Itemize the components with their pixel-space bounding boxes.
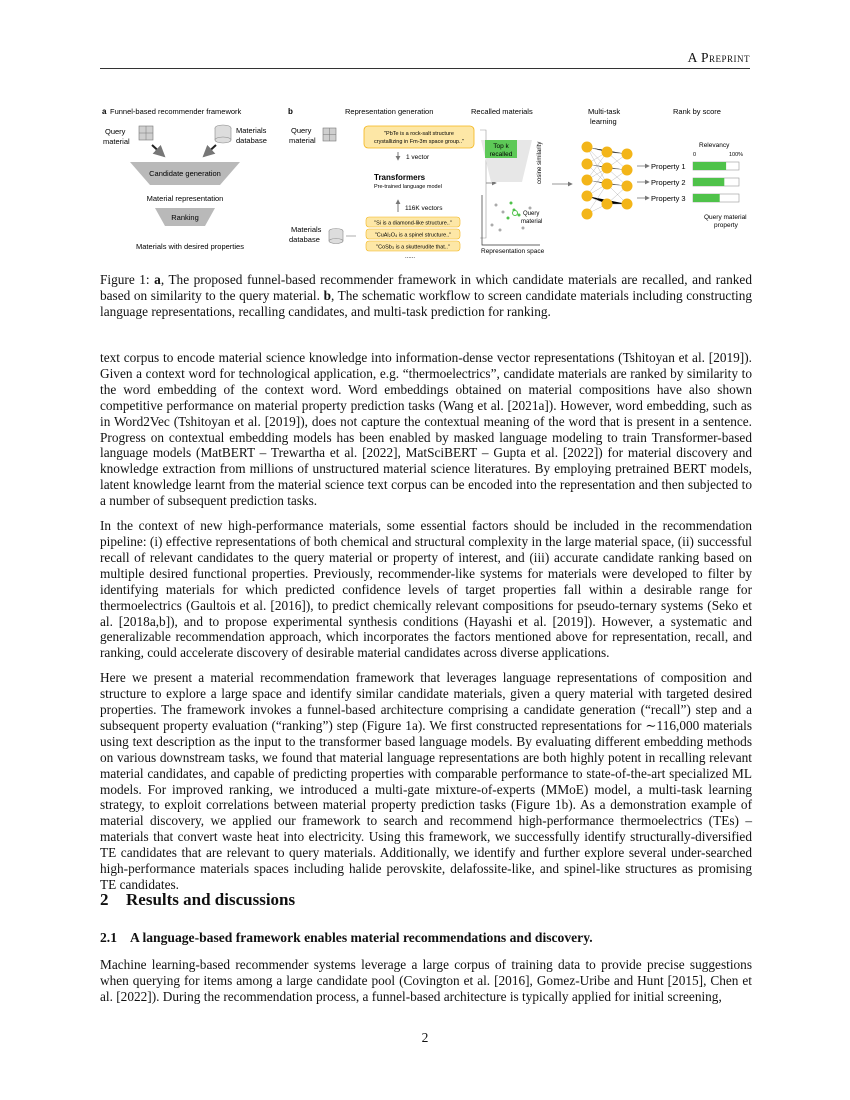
rep-space-label: Representation space (481, 248, 545, 255)
material-representation-label: Material representation (146, 194, 224, 203)
query-prop-label-1: Query material (704, 214, 747, 221)
db-text-2: "CuAl₂O₄ is a spinel structure.." (374, 232, 452, 239)
paragraph-3: Here we present a material recommendation framework that leverages language representations of composition and structure to explore a large space and identify similar candidate materials, given a query material with targeted desired properties. The framework invokes a funnel-based architecture comprising a candidate generation (“recall”) step and a subsequent property evaluation (“ranking”) step (Figure 1a). We first constructed representations for ∼116,000 materials using text description as the input to the transformer based language models. By evaluating different embedding methods on various downstream tasks, we found that material language representations are both highly potent in recalling relevant material candidates, and capable of predicting properties with comparable performance to state-of-the-art specialized ML models. For improved ranking, we introduced a multi-gate mixture-of-experts (MMoE) model, a multi-task learning strategy, to exploit correlations between material property prediction tasks (Figure 1b). As a demonstration example of material discovery, we applied our framework to search and recommend high-performance thermoelectrics (TEs) – materials that convert waste heat into electricity. Using this framework, we successfully identify structurally-diversified TE candidates that are relevant to query materials. Additionally, we identify and further explore several under-searched high-performance materials spaces including halide perovskite, delafossite-like, and spinel-like structures as promising TE candidates. (100, 670, 752, 892)
section-number: 2 (100, 890, 109, 909)
nn-nodes (582, 142, 633, 220)
relevancy-fill-2 (693, 178, 724, 186)
query-mat-label-1: Query (523, 211, 540, 217)
col-multitask-1: Multi-task (588, 107, 621, 116)
query-text-2: crystallizing in Fm-3m space group.." (374, 139, 464, 145)
subsection-number: 2.1 (100, 930, 117, 945)
relevancy-fill-3 (693, 194, 720, 202)
figure-1 (100, 100, 752, 260)
panel-b (288, 107, 747, 260)
caption-label: Figure 1: (100, 272, 150, 287)
panel-b-database-label-1: Materials (291, 225, 322, 234)
panel-a-label: a (102, 107, 107, 116)
body-text (100, 350, 752, 902)
panel-b-label: b (288, 107, 293, 116)
topk-label-2: recalled (489, 151, 513, 158)
db-ellipsis: ...... (405, 254, 416, 260)
topk-label-1: Top k (493, 143, 509, 150)
subsection-heading (100, 930, 593, 946)
database-arrow (204, 145, 216, 156)
db-text-3: "CoSb₃ is a skutterudite that.." (376, 244, 450, 251)
db-text-1: "Si is a diamond-like structure.." (374, 220, 452, 227)
panel-a-query-label-2: material (103, 137, 130, 146)
figure-1-graphic (100, 100, 752, 260)
paragraph-1: text corpus to encode material science knowledge into information-dense vector representations (Tshitoyan et al. [2019]). Given a context word for technological application, e.g. “thermoelectrics”, candidate materials are ranked by similarity to the word embedding of the context word. Word embeddings obtained on material compositions have also shown competitive performance on material property prediction tasks (Wang et al. [2021a]). However, word embedding, such as in Word2Vec (Tshitoyan et al. [2019]), does not capture the contextual meaning of the word that is present in a sentence. Progress on contextual embedding models has been enabled by masked language modeling to train Transformer-based language models (MatBERT – Trewartha et al. [2022], MatSciBERT – Gupta et al. [2022]) for material discovery and knowledge extraction from millions of unstructured material science literatures. By employing pretrained BERT models, latent knowledge learnt from the material science text corpus can be encoded into the representation and then subjected to a number of subsequent prediction tasks. (100, 350, 752, 509)
panel-b-database-label-2: database (289, 235, 320, 244)
query-mat-label-2: material (521, 219, 543, 225)
property-2-label: Property 2 (651, 178, 686, 187)
subsection-title: A language-based framework enables material recommendations and discovery. (130, 930, 593, 945)
section-title: Results and discussions (126, 890, 296, 909)
property-1-label: Property 1 (651, 162, 686, 171)
panel-b-query-label-1: Query (291, 126, 312, 135)
caption-b-label: b (323, 288, 331, 303)
query-crystal-icon (139, 126, 153, 140)
panel-a-title: Funnel-based recommender framework (110, 107, 242, 116)
panel-a-output-label: Materials with desired properties (136, 242, 244, 251)
panel-a (102, 107, 267, 251)
col-multitask-2: learning (590, 117, 617, 126)
funnel-bottom-label: Ranking (171, 213, 199, 222)
panel-a-database-label-2: database (236, 136, 267, 145)
scale-0-label: 0 (693, 152, 697, 158)
funnel-top-label: Candidate generation (149, 169, 221, 178)
page-number: 2 (421, 1030, 429, 1045)
caption-a-label: a (154, 272, 161, 287)
col-recalled: Recalled materials (471, 107, 533, 116)
vectors-116k-label: 116K vectors (405, 205, 443, 212)
caption-b-text: , The schematic workflow to screen candidate materials including constructing language representations, recalling candidates, and multi-task prediction for ranking. (100, 288, 753, 319)
cosine-label: cosine similarity (537, 141, 543, 184)
paragraph-4: Machine learning-based recommender systems leverage a large corpus of training data to provide precise suggestions when querying for items among a large candidate pool (Covington et al. [2016], Gomez-Uribe and Hunt [2015], Chen et al. [2022]). During the recommendation process, a funnel-based architecture is typically applied for initial screening, (100, 957, 752, 1004)
col-rank: Rank by score (673, 107, 721, 116)
relevancy-label: Relevancy (699, 142, 730, 149)
query-text-1: "PbTe is a rock-salt structure (384, 131, 454, 137)
transformers-label: Transformers (374, 173, 426, 182)
running-header (100, 50, 750, 69)
section-heading (100, 890, 295, 910)
relevancy-fill-1 (693, 162, 726, 170)
figure-caption (100, 272, 752, 320)
query-prop-label-2: property (714, 222, 738, 229)
panel-b-query-label-2: material (289, 136, 316, 145)
body-text-2 (100, 957, 752, 1005)
scale-100-label: 100% (729, 152, 744, 158)
panel-a-query-label-1: Query (105, 127, 126, 136)
paragraph-2: In the context of new high-performance materials, some essential factors should be included in the recommendation pipeline: (i) effective representations of both chemical and structural complexity in the large material space, (ii) successful recall of relevant candidates to the query material or property of interest, and (iii) accurate candidate ranking based on multiple desired functional properties. Previously, recommender-like systems for materials were developed to filter by identifying materials for which predicted confidence levels of target properties fall within a desirable range for thermoelectrics (Gaultois et al. [2016]), to predict chemically relevant compositions for pseudo-ternary systems (Seko et al. [2018a,b]), and to propose experimental synthesis conditions (Hayashi et al. [2019]). However, a systematic and generalizable recommendation approach, which incorporates the factors mentioned above for representation, recall, and ranking, could accelerate discovery of desirable material candidates across diverse applications. (100, 518, 752, 661)
query-arrow (152, 145, 164, 156)
col-representation: Representation generation (345, 107, 434, 116)
database-icon-b (329, 229, 343, 244)
caption-a-text: , The proposed funnel-based recommender framework in which candidate materials are recalled, and ranked based on similarity to the query material. (100, 272, 752, 303)
database-icon (215, 125, 231, 143)
pretrained-label: Pre-trained language model (374, 184, 442, 190)
panel-a-database-label-1: Materials (236, 126, 267, 135)
query-crystal-icon-b (323, 128, 336, 141)
running-title: A Preprint (687, 50, 750, 65)
one-vector-label: 1 vector (406, 154, 430, 161)
property-3-label: Property 3 (651, 194, 686, 203)
